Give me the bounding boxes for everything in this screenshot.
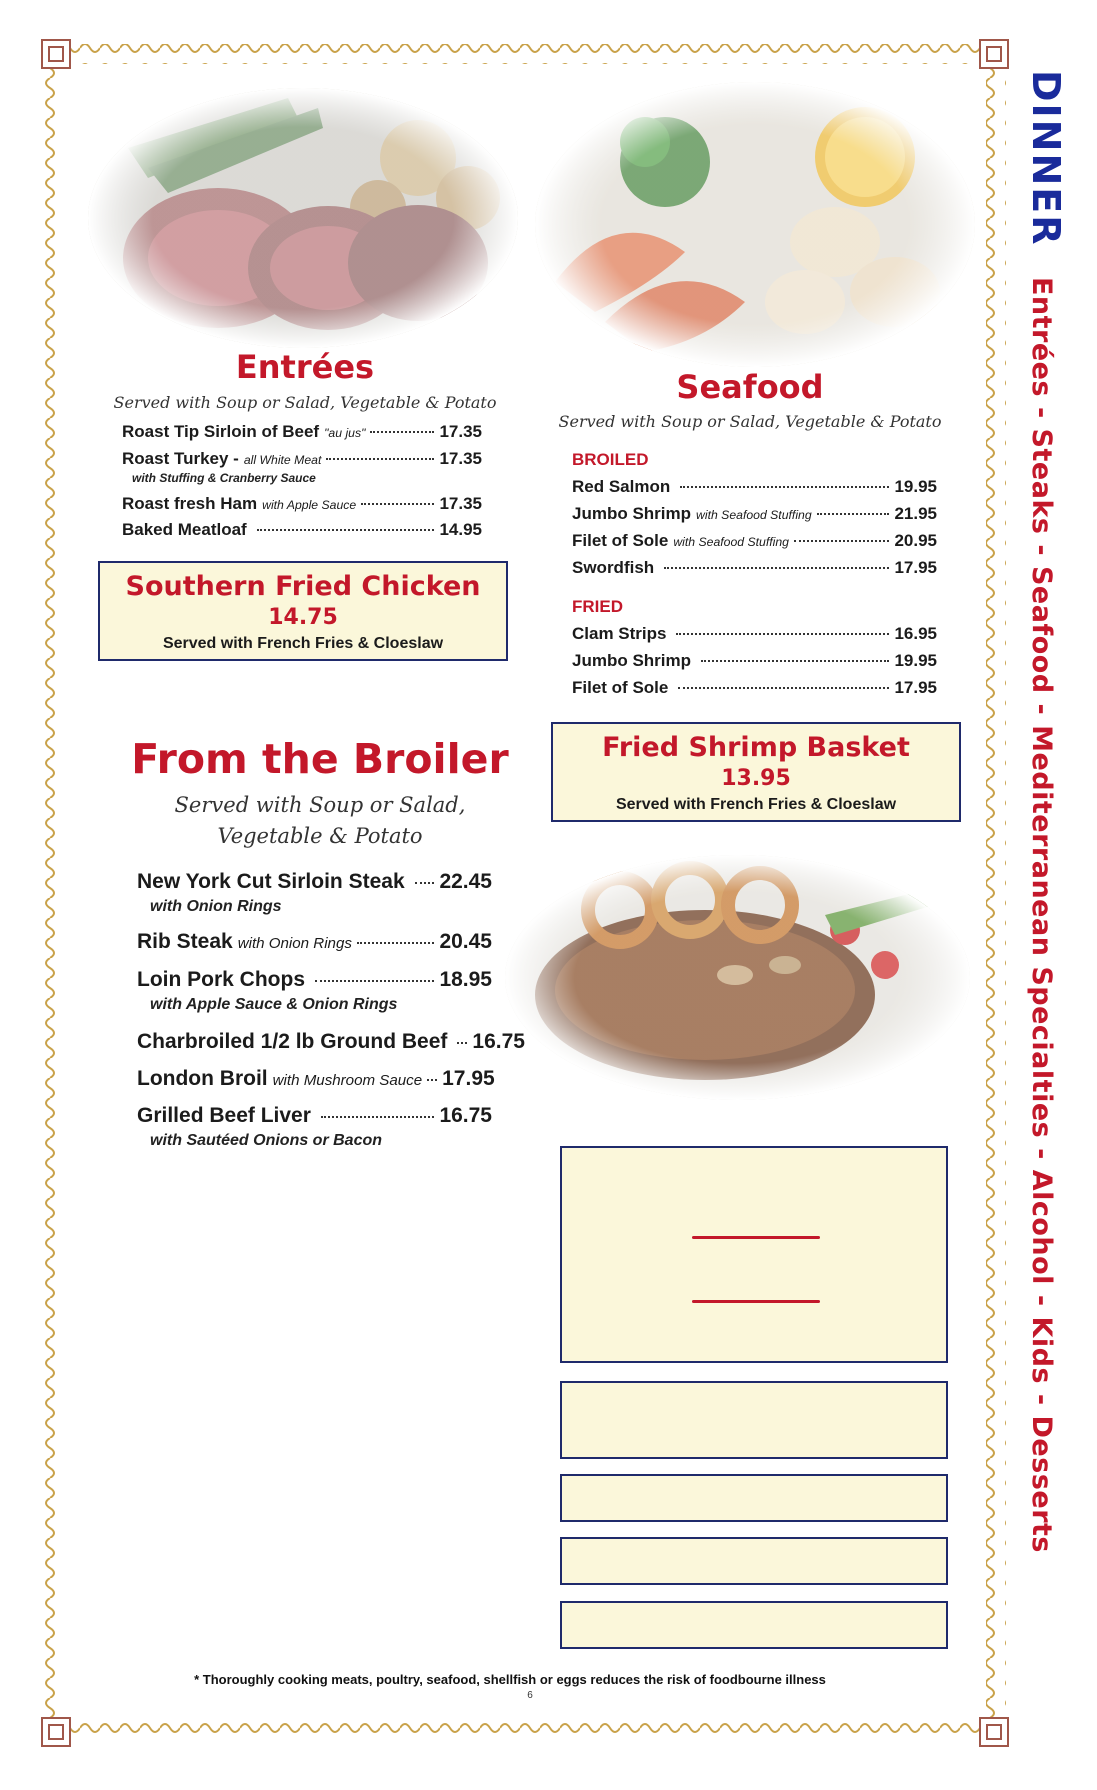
empty-panel: [560, 1474, 948, 1522]
broiler-item: New York Cut Sirloin Steak 22.45: [137, 870, 492, 893]
category-list: Entrées - Steaks - Seafood - Mediterranean Specialties - Alcohol - Kids - Desserts: [1026, 276, 1057, 1553]
seafood-item: Swordfish 17.95: [572, 558, 937, 577]
seafood-subtitle: Served with Soup or Salad, Vegetable & Potato: [558, 412, 942, 431]
fried-chicken-box: [98, 561, 508, 661]
broiler-subtitle-line2: Vegetable & Potato: [217, 824, 423, 848]
broiler-heading: From the Broiler: [131, 735, 509, 783]
empty-panel: [560, 1146, 948, 1363]
broiler-item: Rib Steak with Onion Rings 20.45: [137, 930, 492, 953]
entree-subnote: with Stuffing & Cranberry Sauce: [132, 471, 316, 485]
seafood-item: Clam Strips 16.95: [572, 624, 937, 643]
fried-chicken-title: Southern Fried Chicken: [125, 571, 481, 602]
entree-item: Roast Turkey - all White Meat 17.35: [122, 449, 482, 468]
broiled-label: BROILED: [572, 450, 649, 469]
broiler-subtitle-line1: Served with Soup or Salad,: [174, 793, 466, 817]
seafood-item: Filet of Sole 17.95: [572, 678, 937, 697]
fried-label: FRIED: [572, 597, 623, 616]
broiler-item: Grilled Beef Liver 16.75: [137, 1104, 492, 1127]
broiler-item: London Broil with Mushroom Sauce 17.95: [137, 1067, 495, 1090]
fried-chicken-note: Served with French Fries & Cloeslaw: [162, 635, 444, 652]
fried-chicken-price: 14.75: [268, 605, 338, 630]
entrees-subtitle: Served with Soup or Salad, Vegetable & Potato: [113, 393, 497, 412]
shrimp-basket-box: [551, 722, 961, 822]
footer-disclaimer: * Thoroughly cooking meats, poultry, seafood, shellfish or eggs reduces the risk of foodbourne illness: [194, 1672, 826, 1687]
seafood-photo: [535, 82, 975, 367]
page-number: 6: [527, 1690, 533, 1701]
dinner-title: DINNER: [1024, 70, 1068, 247]
seafood-item: Jumbo Shrimp with Seafood Stuffing 21.95: [572, 504, 937, 523]
roast-beef-photo: [88, 88, 518, 348]
broiler-subnote: with Apple Sauce & Onion Rings: [150, 996, 398, 1013]
divider-line: [692, 1236, 820, 1239]
divider-line: [692, 1300, 820, 1303]
entree-item: Baked Meatloaf 14.95: [122, 520, 482, 539]
empty-panel: [560, 1537, 948, 1585]
broiler-item: Loin Pork Chops 18.95: [137, 968, 492, 991]
empty-panel: [560, 1381, 948, 1459]
empty-panel: [560, 1601, 948, 1649]
seafood-item: Red Salmon 19.95: [572, 477, 937, 496]
side-banner: [1024, 70, 1070, 1750]
steak-photo: [505, 855, 970, 1100]
shrimp-basket-note: Served with French Fries & Cloeslaw: [615, 796, 897, 813]
broiler-subnote: with Sautéed Onions or Bacon: [150, 1132, 383, 1149]
broiler-subnote: with Onion Rings: [150, 898, 282, 915]
seafood-item: Jumbo Shrimp 19.95: [572, 651, 937, 670]
entrees-heading: Entrées: [235, 348, 375, 386]
shrimp-basket-title: Fried Shrimp Basket: [602, 732, 910, 763]
seafood-item: Filet of Sole with Seafood Stuffing 20.95: [572, 531, 937, 550]
broiler-item: Charbroiled 1/2 lb Ground Beef 16.75: [137, 1030, 525, 1053]
shrimp-basket-price: 13.95: [721, 766, 791, 791]
entree-item: Roast fresh Ham with Apple Sauce 17.35: [122, 494, 482, 513]
entree-item: Roast Tip Sirloin of Beef "au jus" 17.35: [122, 422, 482, 441]
seafood-heading: Seafood: [676, 368, 824, 406]
